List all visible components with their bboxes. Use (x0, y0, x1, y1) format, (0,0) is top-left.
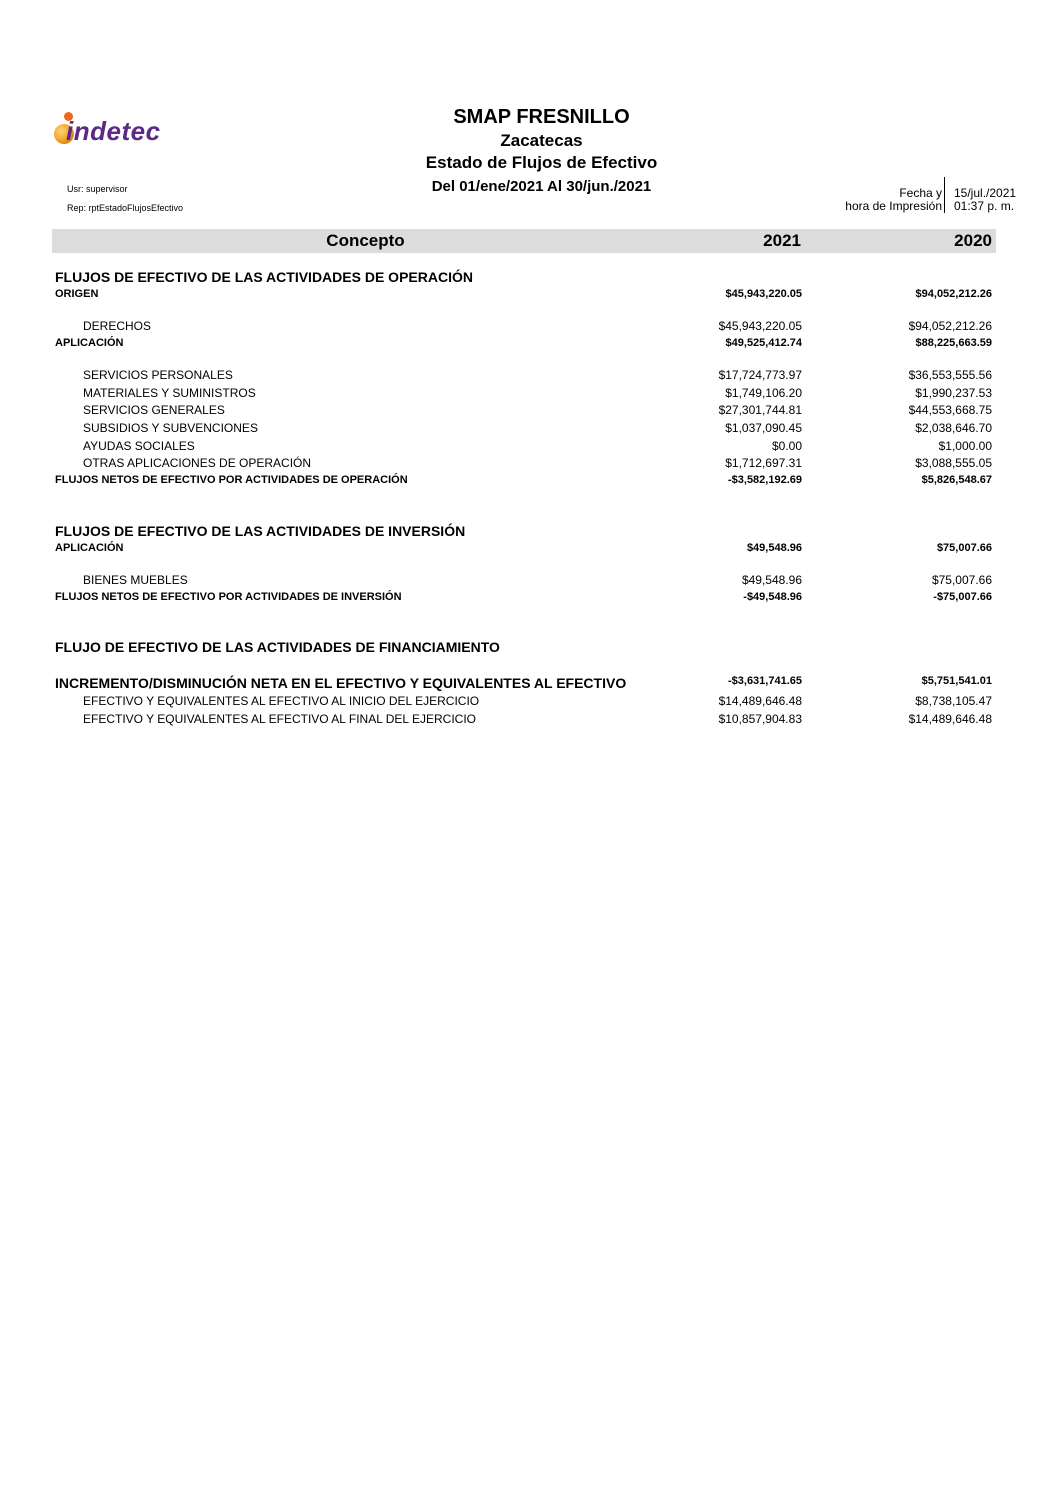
row-value-2021: $49,548.96 (746, 542, 802, 554)
row-value-2021: $45,943,220.05 (718, 319, 802, 333)
entity-name: SMAP FRESNILLO (453, 106, 630, 128)
print-label-line1: Fecha y (899, 186, 942, 200)
state-name: Zacatecas (500, 131, 583, 150)
row-value-2020: $1,000.00 (938, 439, 992, 453)
row-label: FLUJOS NETOS DE EFECTIVO POR ACTIVIDADES DE OPERACIÓN (55, 474, 408, 486)
row-label: FLUJOS DE EFECTIVO DE LAS ACTIVIDADES DE OPERACIÓN (55, 269, 473, 285)
print-datetime-label (802, 187, 942, 213)
table-row (0, 573, 1058, 589)
table-row (0, 456, 1058, 472)
table-row (0, 675, 1058, 691)
row-value-2020: $44,553,668.75 (908, 403, 992, 417)
row-value-2021: $49,525,412.74 (725, 337, 802, 349)
row-label: APLICACIÓN (55, 542, 124, 554)
print-separator (944, 177, 945, 213)
row-value-2020: $1,990,237.53 (915, 386, 992, 400)
row-value-2020: $88,225,663.59 (915, 337, 992, 349)
table-row (0, 591, 1058, 607)
column-header-concept: Concepto (326, 231, 405, 250)
row-value-2020: $94,052,212.26 (908, 319, 992, 333)
table-header (52, 229, 996, 253)
table-row (0, 712, 1058, 728)
row-value-2021: $10,857,904.83 (718, 712, 802, 726)
row-label: FLUJOS DE EFECTIVO DE LAS ACTIVIDADES DE INVERSIÓN (55, 523, 466, 539)
table-row (0, 403, 1058, 419)
table-row (0, 337, 1058, 353)
row-value-2021: $45,943,220.05 (725, 288, 802, 300)
row-value-2021: -$49,548.96 (743, 591, 802, 603)
table-row (0, 386, 1058, 402)
row-value-2021: -$3,631,741.65 (727, 675, 802, 687)
logo-text: indetec (66, 116, 161, 146)
row-label: SERVICIOS PERSONALES (83, 368, 233, 382)
table-row (0, 523, 1058, 539)
table-row (0, 474, 1058, 490)
print-datetime-value (954, 187, 1016, 213)
table-row (0, 368, 1058, 384)
row-value-2021: -$3,582,192.69 (727, 474, 802, 486)
column-header-2021: 2021 (763, 231, 801, 250)
row-value-2020: $5,751,541.01 (921, 675, 992, 687)
table-row (0, 319, 1058, 335)
user-label: Usr: supervisor (67, 184, 128, 194)
row-value-2021: $49,548.96 (741, 573, 802, 587)
row-label: FLUJO DE EFECTIVO DE LAS ACTIVIDADES DE FINANCIAMIENTO (55, 639, 500, 655)
row-value-2021: $0.00 (771, 439, 802, 453)
row-value-2021: $1,037,090.45 (725, 421, 802, 435)
report-title: Estado de Flujos de Efectivo (425, 153, 658, 172)
row-value-2021: $27,301,744.81 (718, 403, 802, 417)
table-row (0, 694, 1058, 710)
row-value-2020: -$75,007.66 (933, 591, 992, 603)
row-label: SUBSIDIOS Y SUBVENCIONES (83, 421, 258, 435)
table-row (0, 639, 1058, 655)
row-value-2020: $14,489,646.48 (908, 712, 992, 726)
row-label: FLUJOS NETOS DE EFECTIVO POR ACTIVIDADES DE INVERSIÓN (55, 591, 402, 603)
table-row (0, 439, 1058, 455)
row-value-2021: $1,749,106.20 (725, 386, 802, 400)
column-header-2020: 2020 (954, 231, 992, 250)
row-label: EFECTIVO Y EQUIVALENTES AL EFECTIVO AL INICIO DEL EJERCICIO (83, 694, 480, 708)
table-row (0, 269, 1058, 285)
row-value-2020: $36,553,555.56 (908, 368, 992, 382)
row-label: SERVICIOS GENERALES (83, 403, 225, 417)
row-label: INCREMENTO/DISMINUCIÓN NETA EN EL EFECTIVO Y EQUIVALENTES AL EFECTIVO (55, 675, 627, 691)
row-value-2020: $2,038,646.70 (915, 421, 992, 435)
row-value-2020: $94,052,212.26 (915, 288, 992, 300)
row-label: BIENES MUEBLES (83, 573, 188, 587)
row-label: AYUDAS SOCIALES (83, 439, 195, 453)
row-label: OTRAS APLICACIONES DE OPERACIÓN (83, 456, 312, 470)
row-value-2020: $3,088,555.05 (915, 456, 992, 470)
row-value-2020: $5,826,548.67 (921, 474, 992, 486)
row-label: ORIGEN (55, 288, 99, 300)
row-value-2021: $14,489,646.48 (718, 694, 802, 708)
report-period: Del 01/ene/2021 Al 30/jun./2021 (431, 178, 652, 195)
table-row (0, 421, 1058, 437)
row-value-2021: $17,724,773.97 (718, 368, 802, 382)
row-label: APLICACIÓN (55, 337, 124, 349)
print-label-line2: hora de Impresión (845, 199, 942, 213)
table-row (0, 542, 1058, 558)
row-value-2021: $1,712,697.31 (725, 456, 802, 470)
print-time: 01:37 p. m. (954, 199, 1015, 213)
row-value-2020: $75,007.66 (936, 542, 992, 554)
table-row (0, 288, 1058, 304)
row-label: MATERIALES Y SUMINISTROS (83, 386, 256, 400)
report-id-label: Rep: rptEstadoFlujosEfectivo (67, 203, 184, 213)
row-label: EFECTIVO Y EQUIVALENTES AL EFECTIVO AL FINAL DEL EJERCICIO (83, 712, 476, 726)
row-label: DERECHOS (83, 319, 152, 333)
row-value-2020: $75,007.66 (931, 573, 992, 587)
print-date: 15/jul./2021 (954, 186, 1017, 200)
row-value-2020: $8,738,105.47 (915, 694, 992, 708)
